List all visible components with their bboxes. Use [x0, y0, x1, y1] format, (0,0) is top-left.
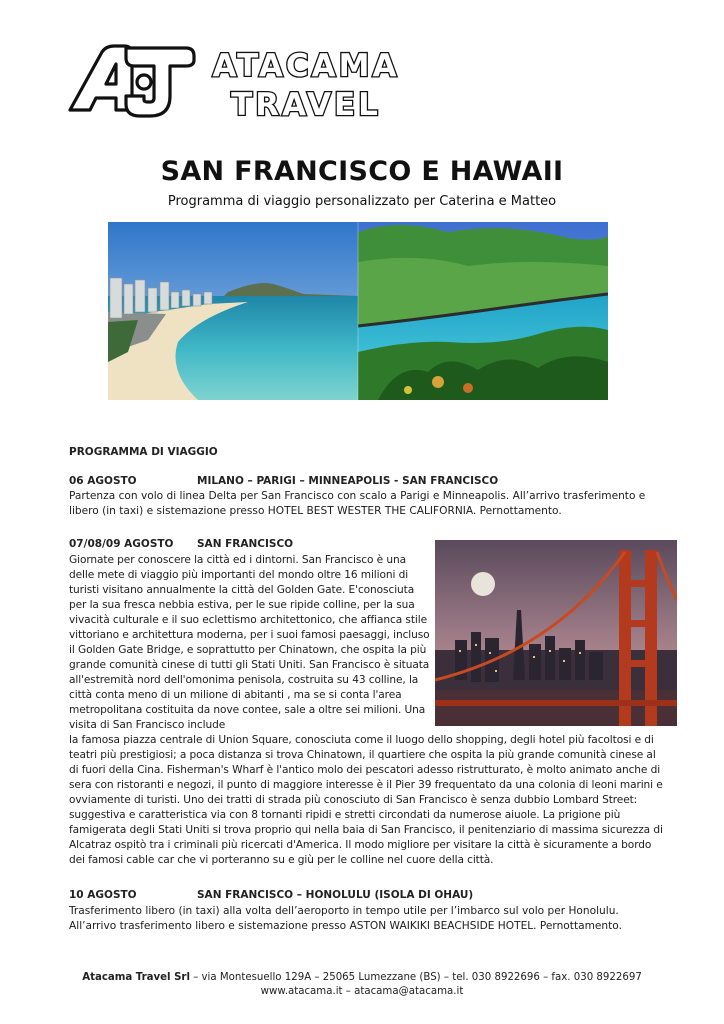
program-heading: PROGRAMMA DI VIAGGIO	[69, 446, 218, 458]
footer-company: Atacama Travel Srl	[82, 972, 190, 983]
day-route: SAN FRANCISCO	[197, 538, 294, 550]
day-route: MILANO – PARIGI – MINNEAPOLIS - SAN FRANCISCO	[197, 475, 499, 487]
golden-gate-photo	[435, 540, 677, 726]
footer-web: www.atacama.it – atacama@atacama.it	[260, 986, 464, 997]
day-date: 06 AGOSTO	[69, 475, 137, 487]
day-header	[69, 475, 499, 487]
day-description: Trasferimento libero (in taxi) alla volta dell’aeroporto in tempo utile per l’imbarco sul volo per Honolulu. All’arrivo trasferimento libero e sistemazione presso ASTON WAIKIKI BEACHSIDE HOTEL. Pernottamento.	[69, 905, 622, 932]
footer-address: – via Montesuello 129A – 25065 Lumezzane (BS) – tel. 030 8922696 – fax. 030 8922697	[189, 972, 642, 983]
page-footer	[0, 971, 724, 999]
day-date: 10 AGOSTO	[69, 889, 137, 901]
day-description-wrapped: Giornate per conoscere la città ed i dintorni. San Francisco è una delle mete di viaggio più importanti del mondo oltre 16 milioni di turisti visitano annualmente la città del Golden Gate. E'conosciuta per la sua fresca nebbia estiva, per le sue ripide colline, per la sua vivacità culturale e il suo eclettismo architettonico, che affianca stile vittoriano e architettura moderna, per i suoi famosi paesaggi, incluso il Golden Gate Bridge, e soprattutto per Chinatown, che ospita la più grande comunità cinese di tutti gli Stati Uniti. San Francisco è situata all'estremità nord dell'omonima penisola, costruita su 43 colline, la città conta meno di un milione di abitanti , ma se si conta l'area metropolitana costituita da nove contee, sale a oltre sei milioni. Una visita di San Francisco include	[69, 554, 430, 731]
day-header	[69, 889, 474, 901]
day-description-full: la famosa piazza centrale di Union Square, conosciuta come il luogo dello shopping, degli hotel più facoltosi e di teatri più prestigiosi; a poca distanza si trova Chinatown, il quartiere che ospita la più grande comunità cinese al di fuori della Cina. Fisherman's Wharf è l'antico molo dei pescatori adesso ristrutturato, è molto animato anche di sera con ristoranti e negozi, il punto di maggiore interesse è il Pier 39 frequentato da una colonia di leoni marini e ovviamente di turisti. Uno dei tratti di strada più conosciuto di San Francisco è senza dubbio Lombard Street: suggestiva e caratteristica via con 8 tornanti ripidi e stretti circondati da numerose aiuole. La prigione più famigerata degli Stati Uniti si trova proprio qui nella baia di San Francisco, il penitenziario di massima sicurezza di Alcatraz ospitò tra i criminali più ricercati d'America. Il modo migliore per visitare la città è sicuramente a bordo dei famosi cable car che vi porteranno su e giù per le colline nel cuore della città.	[69, 734, 663, 866]
logo-line1: ATACAMA	[212, 48, 400, 84]
day-header	[69, 538, 294, 550]
logo-line2: TRAVEL	[231, 87, 381, 122]
atacama-travel-logo	[66, 40, 416, 122]
logo-monogram: AT	[66, 40, 68, 41]
page-title: SAN FRANCISCO E HAWAII	[160, 156, 564, 187]
page-subtitle: Programma di viaggio personalizzato per Caterina e Matteo	[167, 194, 557, 209]
day-route: SAN FRANCISCO – HONOLULU (ISOLA DI OHAU)	[197, 889, 474, 901]
hawaii-hero-image	[108, 222, 608, 400]
day-date: 07/08/09 AGOSTO	[69, 538, 174, 550]
day-description: Partenza con volo di linea Delta per San Francisco con scalo a Parigi e Minneapolis. All’arrivo trasferimento e libero (in taxi) e sistemazione presso HOTEL BEST WESTER THE CALIFORNIA. Pernottamento.	[69, 490, 646, 517]
